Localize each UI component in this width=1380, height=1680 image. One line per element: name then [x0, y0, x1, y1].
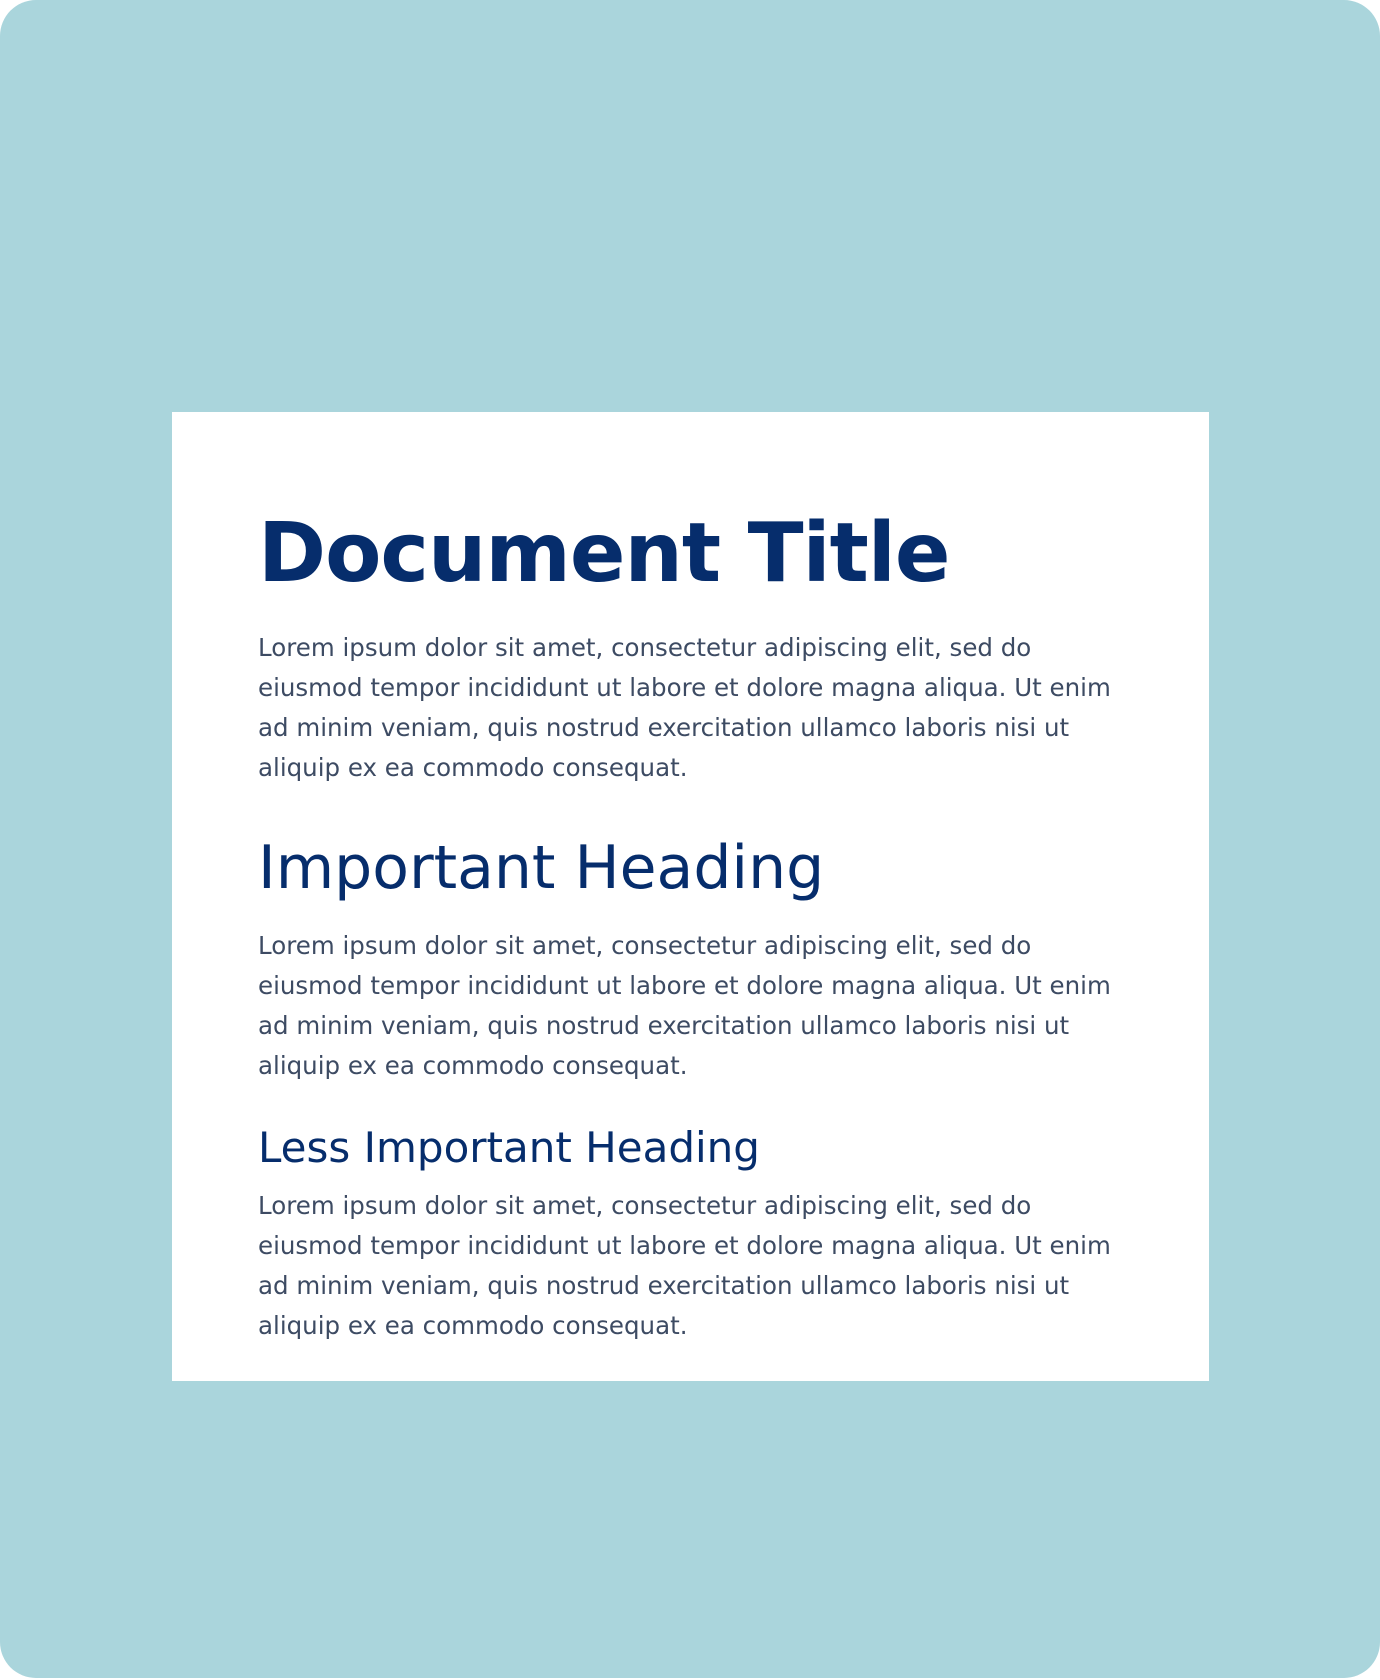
- document-card: [172, 412, 1209, 1381]
- intro-paragraph: Lorem ipsum dolor sit amet, consectetur adipiscing elit, sed do eiusmod tempor incididunt ut labore et dolore magna aliqua. Ut enim ad minim veniam, quis nostrud exercitation ullamco laboris nisi ut aliquip ex ea commodo consequat.: [258, 633, 1111, 782]
- less-important-heading: Less Important Heading: [258, 1123, 760, 1172]
- less-important-section-paragraph: Lorem ipsum dolor sit amet, consectetur adipiscing elit, sed do eiusmod tempor incididunt ut labore et dolore magna aliqua. Ut enim ad minim veniam, quis nostrud exercitation ullamco laboris nisi ut aliquip ex ea commodo consequat.: [258, 1191, 1111, 1340]
- document-title: Document Title: [258, 506, 950, 601]
- important-heading: Important Heading: [258, 833, 825, 903]
- important-section-paragraph: Lorem ipsum dolor sit amet, consectetur adipiscing elit, sed do eiusmod tempor incididunt ut labore et dolore magna aliqua. Ut enim ad minim veniam, quis nostrud exercitation ullamco laboris nisi ut aliquip ex ea commodo consequat.: [258, 931, 1111, 1080]
